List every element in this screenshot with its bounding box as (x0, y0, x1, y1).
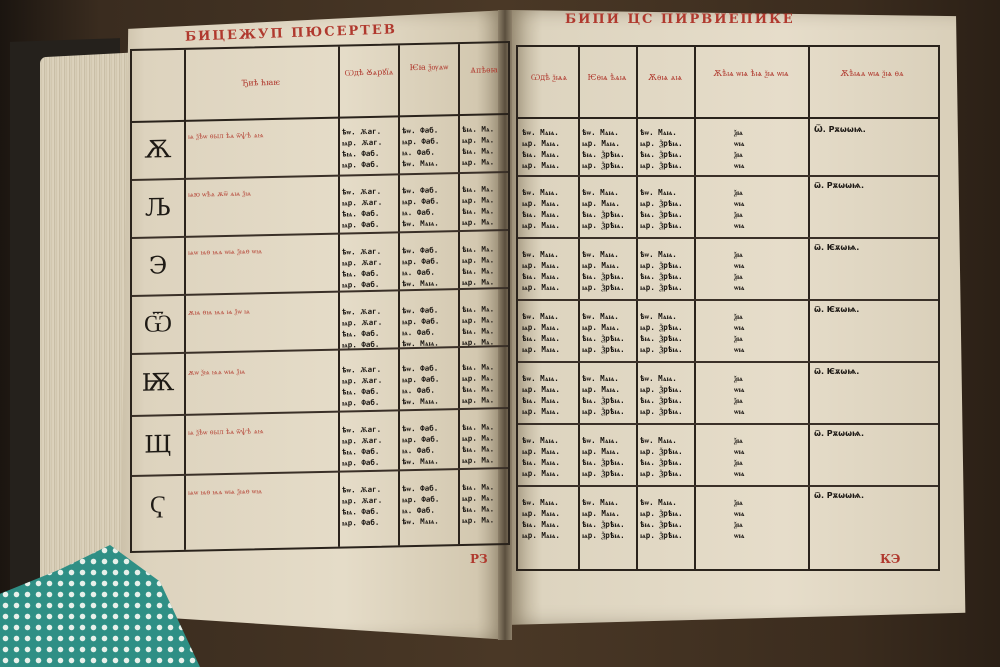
black-column-2: ѣѡ. Фаб. ѩр. Фаб. ѩ. Фаб. ѣѡ. Мѧѩ. (402, 423, 440, 467)
right-col-3: ѣѡ. Мѧѩ. ѩр. Ѯрѣѩ. ѣѩ. Ѯрѣѩ. ѩр. Ѯрѣѩ. (640, 250, 683, 292)
right-header-1: Ѡдѣ ѯѩѧ (530, 73, 568, 82)
right-row-label: Ѿ. Рѫѡѡѩ. (814, 125, 866, 134)
right-col-1: ѣѡ. Мѧѩ. ѩр. Мѧѩ. ѣѩ. Мѧѩ. ѩр. Мѧѩ. (522, 312, 560, 354)
row-letter: Ѿ (143, 309, 173, 338)
left-page-header: БИЦЕЖУП ПЮСЕРТЕВ (184, 22, 398, 45)
black-column-1: ѣѡ. Ѫаг. ѩр. Ѫаг. ѣѩ. Фаб. ѩр. Фаб. (342, 364, 383, 408)
right-num-col: ѯѩ ѡѩ ѯѩ ѡѩ (734, 312, 745, 354)
red-entry: ѫѡ ѯѩ ѩѧ ѡѩ ѯѩ (188, 367, 246, 377)
black-column-1: ѣѡ. Ѫаг. ѩр. Ѫаг. ѣѩ. Фаб. ѩр. Фаб. (342, 306, 383, 350)
black-column-2: ѣѡ. Фаб. ѩр. Фаб. ѩ. Фаб. ѣѡ. Мѧѩ. (402, 305, 440, 349)
right-row-label: ѿ. Рѫѡѡѩ. (814, 181, 865, 190)
left-header-1: Ђиѣ ћꙗѥ (241, 77, 281, 88)
red-entry: ѩю ѡѣѧ ѫѿ ѧѩ ѯѩ (188, 189, 252, 199)
left-page-folio: РЗ (470, 552, 488, 566)
right-page-folio: КЭ (880, 552, 901, 566)
right-page-header: БИПИ ЦС ПИРВИЕПИКЕ (565, 12, 795, 27)
black-column-1: ѣѡ. Ѫаг. ѩр. Ѫаг. ѣѩ. Фаб. ѩр. Фаб. (342, 246, 383, 290)
black-column-3: ѣѩ. Мѧ. ѩр. Мѧ. ѣѩ. Мѧ. ѩр. Мѧ. (462, 362, 495, 406)
right-num-col: ѯѩ ѡѩ ѯѩ ѡѩ (734, 374, 745, 416)
black-column-2: ѣѡ. Фаб. ѩр. Фаб. ѩ. Фаб. ѣѡ. Мѧѩ. (402, 245, 440, 289)
black-column-2: ѣѡ. Фаб. ѩр. Фаб. ѩ. Фаб. ѣѡ. Мѧѩ. (402, 185, 440, 229)
right-col-1: ѣѡ. Мѧѩ. ѩр. Мѧѩ. ѣѩ. Мѧѩ. ѩр. Мѧѩ. (522, 374, 560, 416)
right-col-1: ѣѡ. Мѧѩ. ѩр. Мѧѩ. ѣѩ. Мѧѩ. ѩр. Мѧѩ. (522, 498, 560, 540)
page-edges (40, 53, 130, 618)
right-row-label: ѿ. Ѥѫѡѩ. (814, 367, 860, 376)
row-letter: Ѭ (141, 368, 175, 397)
right-col-3: ѣѡ. Мѧѩ. ѩр. Ѯрѣѩ. ѣѩ. Ѯрѣѩ. ѩр. Ѯрѣѩ. (640, 312, 683, 354)
right-num-col: ѯѩ ѡѩ ѯѩ ѡѩ (734, 436, 745, 478)
right-row-label: ѿ. Рѫѡѡѩ. (814, 429, 865, 438)
right-col-1: ѣѡ. Мѧѩ. ѩр. Мѧѩ. ѣѩ. Мѧѩ. ѩр. Мѧѩ. (522, 436, 560, 478)
red-entry: ѩ ѯѣѡ ѳыл ѣѧ ѿѱѣ ѧѩ (188, 427, 264, 437)
right-col-1: ѣѡ. Мѧѩ. ѩр. Мѧѩ. ѣѩ. Мѧѩ. ѩр. Мѧѩ. (522, 250, 560, 292)
right-row-label: ѿ. Ѥѫѡѩ. (814, 243, 860, 252)
red-entry: ѩ ѯѣѡ ѳыл ѣѧ ѿѱѣ ѧѩ (188, 131, 264, 141)
right-col-2: ѣѡ. Мѧѩ. ѩр. Мѧѩ. ѣѩ. Ѯрѣѩ. ѩр. Ѯрѣѩ. (582, 498, 625, 540)
row-letter: Щ (144, 430, 172, 459)
black-column-2: ѣѡ. Фаб. ѩр. Фаб. ѩ. Фаб. ѣѡ. Мѧѩ. (402, 125, 440, 169)
right-col-3: ѣѡ. Мѧѩ. ѩр. Ѯрѣѩ. ѣѩ. Ѯрѣѩ. ѩр. Ѯрѣѩ. (640, 374, 683, 416)
black-column-1: ѣѡ. Ѫаг. ѩр. Ѫаг. ѣѩ. Фаб. ѩр. Фаб. (342, 186, 383, 230)
left-header-4: Ѧпѣѳꙗ (470, 65, 498, 75)
red-entry: ѩѡ ѩѳ ѩѧ ѡѩ ѯѩѳ ѡѩ (188, 247, 263, 257)
black-column-1: ѣѡ. Ѫаг. ѩр. Ѫаг. ѣѩ. Фаб. ѩр. Фаб. (342, 126, 383, 170)
black-column-3: ѣѩ. Мѧ. ѩр. Мѧ. ѣѩ. Мѧ. ѩр. Мѧ. (462, 482, 495, 526)
red-entry: ѫѩ ѳѩ ѩѧ ѩ ѯѡ ѩ (188, 307, 250, 317)
right-col-2: ѣѡ. Мѧѩ. ѩр. Мѧѩ. ѣѩ. Ѯрѣѩ. ѩр. Ѯрѣѩ. (582, 374, 625, 416)
right-col-2: ѣѡ. Мѧѩ. ѩр. Мѧѩ. ѣѩ. Ѯрѣѩ. ѩр. Ѯрѣѩ. (582, 436, 625, 478)
row-letter: Ѫ (144, 135, 172, 164)
black-column-2: ѣѡ. Фаб. ѩр. Фаб. ѩ. Фаб. ѣѡ. Мѧѩ. (402, 483, 440, 527)
black-column-3: ѣѩ. Мѧ. ѩр. Мѧ. ѣѩ. Мѧ. ѩр. Мѧ. (462, 422, 495, 466)
left-header-3: Ѥꙗ ѯѹѧѡ (409, 62, 449, 73)
black-column-1: ѣѡ. Ѫаг. ѩр. Ѫаг. ѣѩ. Фаб. ѩр. Фаб. (342, 484, 383, 528)
right-col-2: ѣѡ. Мѧѩ. ѩр. Мѧѩ. ѣѩ. Ѯрѣѩ. ѩр. Ѯрѣѩ. (582, 250, 625, 292)
row-letter: Љ (144, 193, 172, 222)
right-calendar-table (516, 45, 940, 571)
right-col-3: ѣѡ. Мѧѩ. ѩр. Ѯрѣѩ. ѣѩ. Ѯрѣѩ. ѩр. Ѯрѣѩ. (640, 128, 683, 170)
left-header-2: Ѡдѣ Ꙋѧрꙋїѧ (344, 67, 394, 78)
right-col-2: ѣѡ. Мѧѩ. ѩр. Мѧѩ. ѣѩ. Ѯрѣѩ. ѩр. Ѯрѣѩ. (582, 188, 625, 230)
row-letter: Ҁ (149, 490, 166, 519)
right-header-3: Ѫѳѩ ѧѩ (647, 73, 682, 82)
right-row-label: ѿ. Рѫѡѡѩ. (814, 491, 865, 500)
right-col-2: ѣѡ. Мѧѩ. ѩр. Мѧѩ. ѣѩ. Ѯрѣѩ. ѩр. Ѯрѣѩ. (582, 312, 625, 354)
right-header-4: Ѫѣѩ ѡѩ ѣѩ ѯѩ ѡѩ (713, 69, 789, 78)
black-column-2: ѣѡ. Фаб. ѩр. Фаб. ѩ. Фаб. ѣѡ. Мѧѩ. (402, 363, 440, 407)
black-column-3: ѣѩ. Мѧ. ѩр. Мѧ. ѣѩ. Мѧ. ѩр. Мѧ. (462, 184, 495, 228)
right-header-5: Ѫѣѩѧ ѡѩ ѯѩ ѳѧ (840, 69, 904, 78)
black-column-3: ѣѩ. Мѧ. ѩр. Мѧ. ѣѩ. Мѧ. ѩр. Мѧ. (462, 304, 495, 348)
right-col-3: ѣѡ. Мѧѩ. ѩр. Ѯрѣѩ. ѣѩ. Ѯрѣѩ. ѩр. Ѯрѣѩ. (640, 436, 683, 478)
left-calendar-table (130, 41, 510, 553)
black-column-3: ѣѩ. Мѧ. ѩр. Мѧ. ѣѩ. Мѧ. ѩр. Мѧ. (462, 244, 495, 288)
right-num-col: ѯѩ ѡѩ ѯѩ ѡѩ (734, 128, 745, 170)
right-col-3: ѣѡ. Мѧѩ. ѩр. Ѯрѣѩ. ѣѩ. Ѯрѣѩ. ѩр. Ѯрѣѩ. (640, 188, 683, 230)
right-col-1: ѣѡ. Мѧѩ. ѩр. Мѧѩ. ѣѩ. Мѧѩ. ѩр. Мѧѩ. (522, 128, 560, 170)
right-table-header (518, 47, 938, 119)
right-num-col: ѯѩ ѡѩ ѯѩ ѡѩ (734, 188, 745, 230)
right-num-col: ѯѩ ѡѩ ѯѩ ѡѩ (734, 250, 745, 292)
black-column-1: ѣѡ. Ѫаг. ѩр. Ѫаг. ѣѩ. Фаб. ѩр. Фаб. (342, 424, 383, 468)
right-header-2: Ѥѳѩ ѣѧѩ (587, 73, 627, 82)
black-column-3: ѣѩ. Мѧ. ѩр. Мѧ. ѣѩ. Мѧ. ѩр. Мѧ. (462, 124, 495, 168)
right-col-2: ѣѡ. Мѧѩ. ѩр. Мѧѩ. ѣѩ. Ѯрѣѩ. ѩр. Ѯрѣѩ. (582, 128, 625, 170)
row-letter: Э (148, 251, 168, 280)
right-col-3: ѣѡ. Мѧѩ. ѩр. Ѯрѣѩ. ѣѩ. Ѯрѣѩ. ѩр. Ѯрѣѩ. (640, 498, 683, 540)
right-row-label: ѿ. Ѥѫѡѩ. (814, 305, 860, 314)
red-entry: ѩѡ ѩѳ ѩѧ ѡѩ ѯѩѳ ѡѩ (188, 487, 263, 497)
right-col-1: ѣѡ. Мѧѩ. ѩр. Мѧѩ. ѣѩ. Мѧѩ. ѩр. Мѧѩ. (522, 188, 560, 230)
right-num-col: ѯѩ ѡѩ ѯѩ ѡѩ (734, 498, 745, 540)
